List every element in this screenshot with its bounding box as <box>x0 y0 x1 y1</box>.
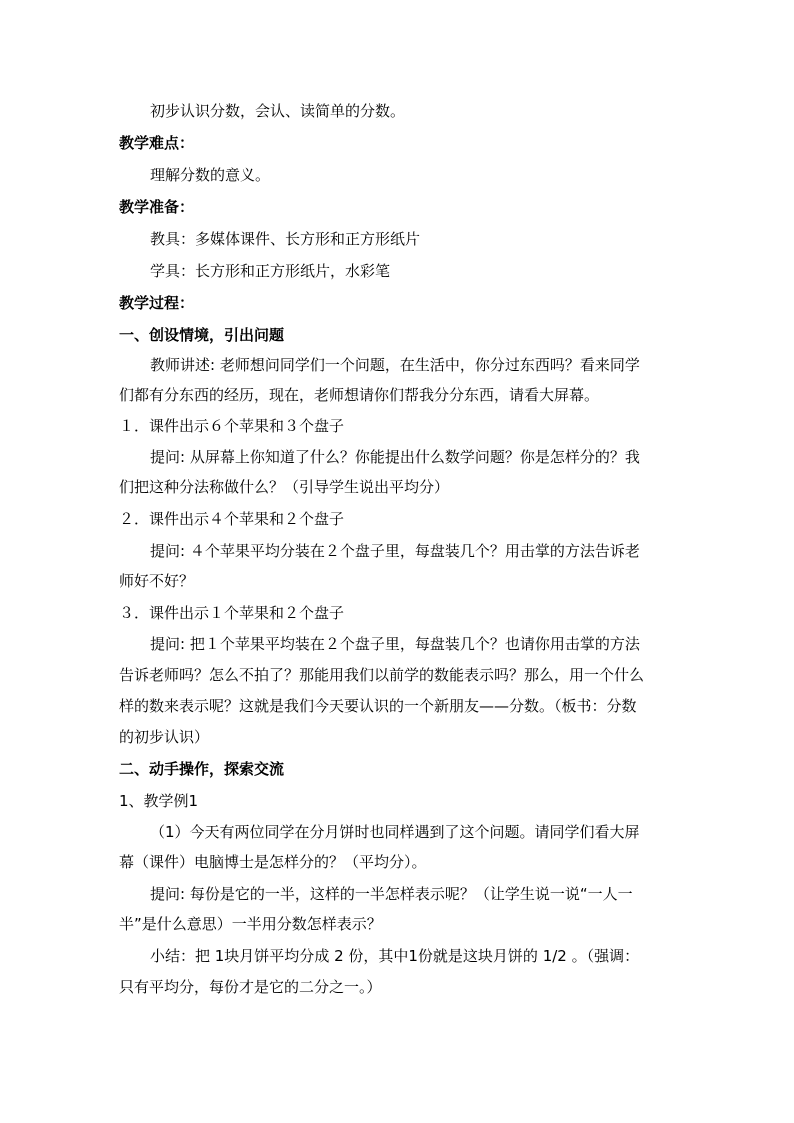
paragraph-line: 半”是什么意思）一半用分数怎样表示？ <box>119 915 382 933</box>
paragraph-line: 样的数来表示呢？这就是我们今天要认识的一个新朋友——分数。（板书：分数 <box>119 697 637 715</box>
heading-difficulty: 教学难点： <box>119 134 195 152</box>
paragraph-line: 提问: ４个苹果平均分装在２个盘子里，每盘装几个？用击掌的方法告诉老 <box>150 542 640 560</box>
paragraph-line: 师好不好？ <box>119 572 195 590</box>
paragraph-line: 提问: 从屏幕上你知道了什么？你能提出什么数学问题？你是怎样分的？我 <box>150 448 640 466</box>
difficulty-text: 理解分数的意义。 <box>150 166 271 184</box>
objective-line: 初步认识分数，会认、读简单的分数。 <box>150 102 406 120</box>
student-tools-text: 学具：长方形和正方形纸片，水彩笔 <box>150 262 391 280</box>
summary-line: 小结：把 1块月饼平均分成 2 份，其中1份就是这块月饼的 1/2 。（强调： <box>150 947 640 965</box>
section-one-heading: 一、创设情境，引出问题 <box>119 326 285 344</box>
heading-process: 教学过程： <box>119 294 195 312</box>
example-heading: 1、教学例1 <box>119 792 199 810</box>
paragraph-line: （1）今天有两位同学在分月饼时也同样遇到了这个问题。请同学们看大屏 <box>150 823 640 841</box>
paragraph-line: 提问: 把１个苹果平均装在２个盘子里，每盘装几个？也请你用击掌的方法 <box>150 635 640 653</box>
paragraph-line: 告诉老师吗？怎么不拍了？那能用我们以前学的数能表示吗？那么，用一个什么 <box>119 666 645 684</box>
heading-preparation: 教学准备： <box>119 198 195 216</box>
section-two-heading: 二、动手操作，探索交流 <box>119 760 285 778</box>
paragraph-line: 提问: 每份是它的一半，这样的一半怎样表示呢？（让学生说一说“一人一 <box>150 885 633 903</box>
paragraph-line: 们把这种分法称做什么？（引导学生说出平均分） <box>119 478 450 496</box>
step-three-item: ３．课件出示１个苹果和２个盘子 <box>119 604 345 622</box>
step-two-item: ２．课件出示４个苹果和２个盘子 <box>119 510 345 528</box>
paragraph-line: 只有平均分，每份才是它的二分之一。） <box>119 978 382 996</box>
paragraph-line: 们都有分东西的经历，现在，老师想请你们帮我分分东西，请看大屏幕。 <box>119 386 600 404</box>
teacher-tools-text: 教具：多媒体课件、长方形和正方形纸片 <box>150 230 421 248</box>
paragraph-line: 幕（课件）电脑博士是怎样分的？（平均分）。 <box>119 853 427 871</box>
paragraph-line: 教师讲述: 老师想问同学们一个问题，在生活中，你分过东西吗？看来同学 <box>150 356 640 374</box>
paragraph-line: 的初步认识） <box>119 728 210 746</box>
step-one-item: １．课件出示６个苹果和３个盘子 <box>119 417 345 435</box>
